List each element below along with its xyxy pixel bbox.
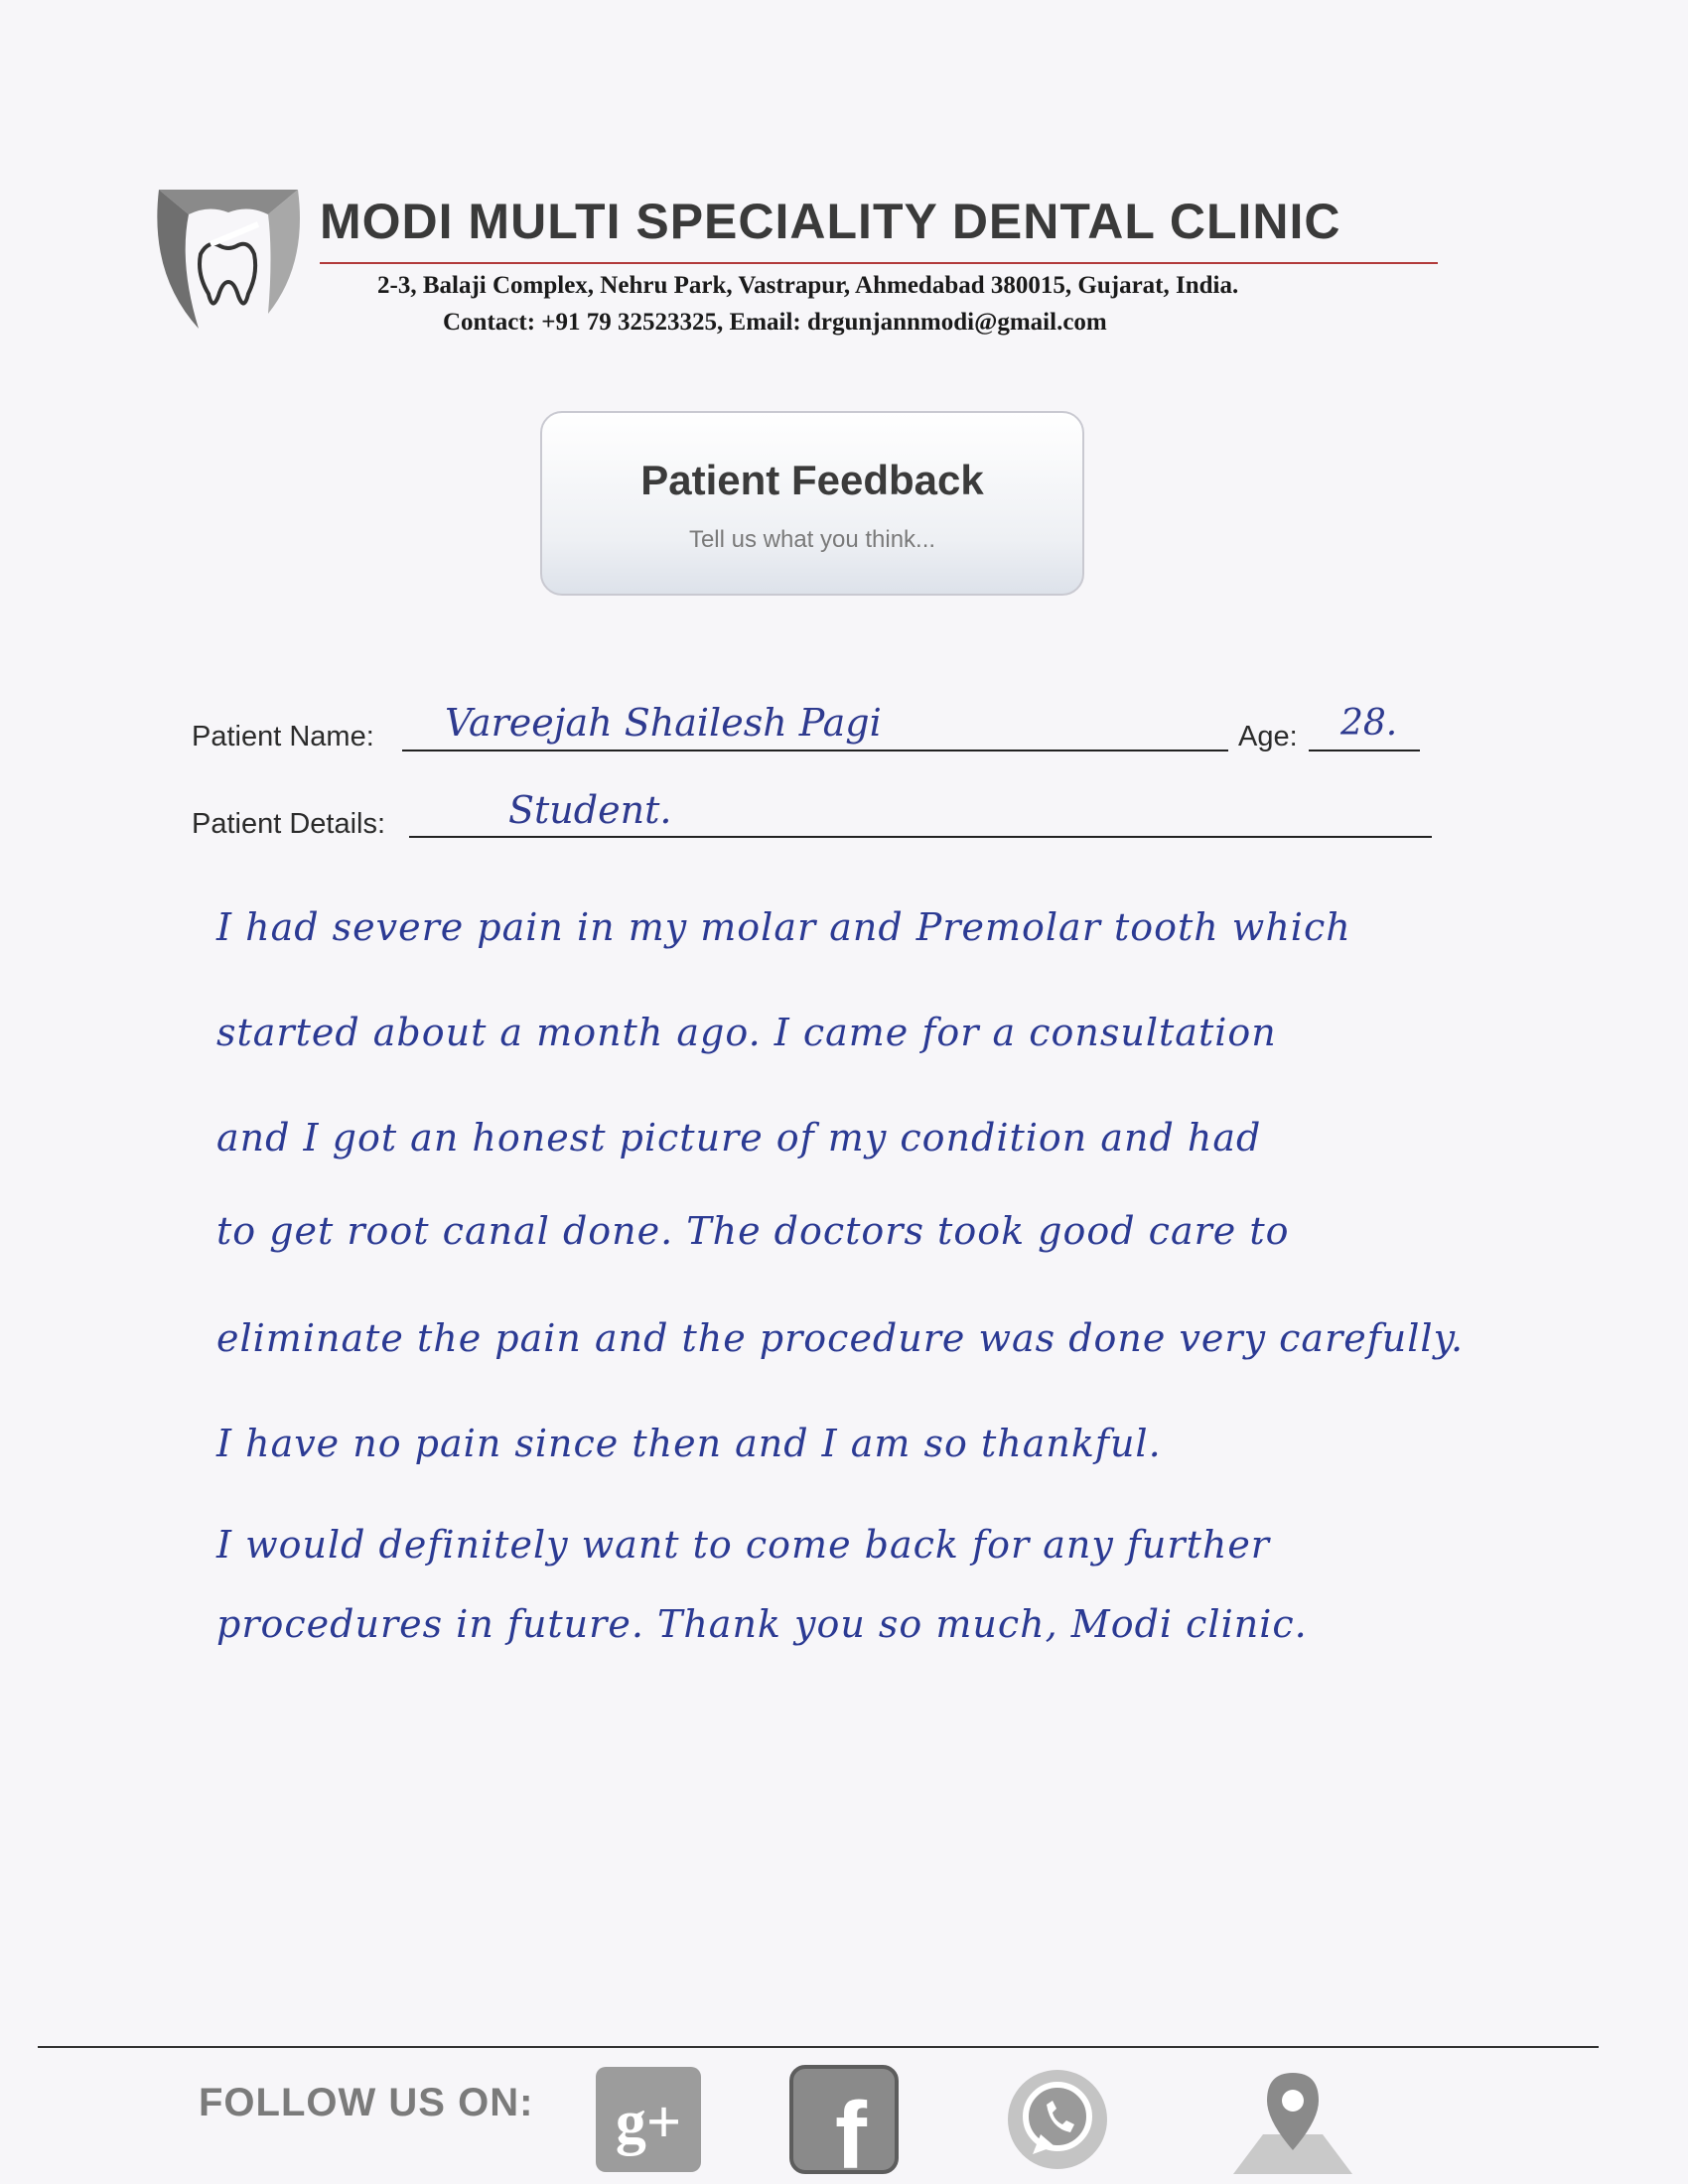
svg-text:g+: g+ — [615, 2089, 682, 2156]
clinic-contact: Contact: +91 79 32523325, Email: drgunjannmodi@gmail.com — [443, 309, 1107, 336]
feedback-text-line: I would definitely want to come back for any further — [216, 1523, 1270, 1567]
tooth-logo-icon — [149, 185, 308, 334]
feedback-text-line: I had severe pain in my molar and Premolar tooth which — [216, 905, 1351, 949]
footer-divider — [38, 2046, 1599, 2048]
feedback-heading-box — [540, 411, 1084, 596]
feedback-text-line: I have no pain since then and I am so thankful. — [216, 1422, 1162, 1465]
age-value: 28. — [1340, 703, 1398, 744]
feedback-text-line: eliminate the pain and the procedure was done very carefully. — [216, 1316, 1465, 1360]
google-plus-icon[interactable] — [594, 2065, 703, 2174]
header-divider — [320, 262, 1438, 264]
age-label: Age: — [1238, 721, 1298, 752]
facebook-icon[interactable] — [789, 2065, 899, 2174]
feedback-title: Patient Feedback — [640, 457, 984, 503]
feedback-text-line: started about a month ago. I came for a consultation — [216, 1011, 1277, 1054]
whatsapp-icon[interactable] — [1003, 2065, 1112, 2174]
patient-details-value: Student. — [508, 788, 672, 832]
feedback-text-line: to get root canal done. The doctors took good care to — [216, 1209, 1290, 1253]
feedback-text-line: procedures in future. Thank you so much, Modi clinic. — [216, 1602, 1308, 1646]
location-pin-icon[interactable] — [1223, 2065, 1333, 2174]
follow-us-label: FOLLOW US ON: — [199, 2081, 534, 2124]
patient-name-line — [402, 750, 1228, 751]
clinic-address: 2-3, Balaji Complex, Nehru Park, Vastrapur, Ahmedabad 380015, Gujarat, India. — [377, 272, 1239, 299]
svg-text:f: f — [835, 2083, 867, 2174]
clinic-name: MODI MULTI SPECIALITY DENTAL CLINIC — [320, 194, 1341, 249]
patient-details-label: Patient Details: — [192, 808, 386, 840]
feedback-subtitle: Tell us what you think... — [688, 526, 936, 553]
patient-name-value: Vareejah Shailesh Pagi — [445, 701, 882, 745]
patient-name-label: Patient Name: — [192, 721, 374, 752]
feedback-text-line: and I got an honest picture of my condition and had — [216, 1116, 1262, 1160]
age-line — [1309, 750, 1420, 751]
patient-details-line — [409, 836, 1432, 838]
